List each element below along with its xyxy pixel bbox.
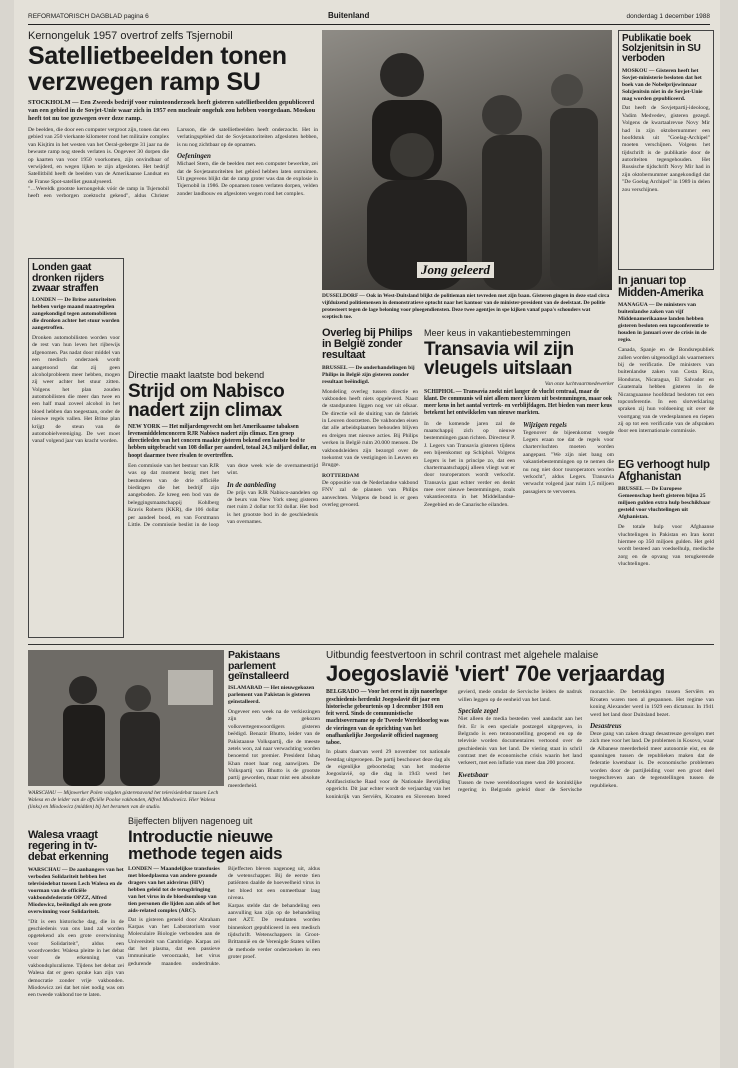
article-headline: Strijd om Nabisco nadert zijn climax [128, 381, 285, 422]
article-headline: Overleg bij Philips in België zonder resultaat [322, 328, 413, 362]
article-londen-dronken [28, 258, 124, 638]
article-body: "Dit is een historische dag, die in de geschiedenis van ons land zal worden opgetekend als een grote overwinning voor Solidariteit", aldus een woordvoerder. Walesa pleitte in het debat voor de erkenning van vakbondspluralisme. Tijdens het debat zei Walesa dat er geen sprake kan zijn van democratie zonder vrije vakbonden. Miodowicz zei dat het niet nodig was om een tweede vakbond toe te laten. [28, 918, 124, 999]
article-philips [322, 328, 418, 638]
article-lead: LONDEN — De Britse autoriteiten hebben vorige maand maatregelen aangekondigd tegen automobilisten die dronken achter het stuur worden aangetroffen. [32, 297, 120, 332]
article-lead: SCHIPHOL — Transavia zoekt niet langer de vlucht centraal, maar de klant. De communis wil niet alleen meer kiezen uit bestemmingen, maar ook meer keus in het aantal vertrek- en verblijfdagen. Het bieden van meer keus betekent het ontwikkelen van nieuwe markten. [424, 388, 613, 417]
article-headline: Pakistaans parlement geïnstalleerd [228, 650, 289, 683]
article-lead: LONDEN — Maandelijkse transfusies met bloedplasma van andere gezonde dragers van het aidsvirus (HIV) hebben geleid tot de terugdringing van het virus in de bloedsomloop van tien personen die lijden aan aids of het aids-related complex (ARC). [128, 865, 220, 914]
article-subhead: Speciale zegel [458, 707, 499, 716]
article-subhead: In de aanbieding [227, 480, 277, 489]
article-body: Dronken automobilisten worden voor de rest van hun leven het rijbewijs afgenomen. Pas nadat door middel van een medisch onderzoek wordt aangetoond dat zij geen alcoholprobleem meer hebben, mogen zij weer achter het stuur zitten. Volgens het plan zouden automobilisten die meer dan twee en een half maal zoveel alcohol in het bloed hebben dan toegestaan, onder de nieuwe regels vallen. Het Britse plan krijgt de steun van de automobielvereniging. De wet moet vanaf volgend jaar van kracht worden. [32, 335, 120, 445]
article-body: In plaats daarvan werd 29 november tot nationale feestdag uitgeroepen. De partij beschouwt deze dag als de eigenlijke geboortedag van het moderne Joegoslavië, op die dag in 1943 werd het Antifascistische Raad voor de Nationale Bevrijding opgericht. Dit jaar echter wordt de verjaardag van het koninkrijk van Serviërs, Kroaten en Slovenen breed gevierd, mede omdat de Servische leiders de nadruk willen leggen op de eenheid van het land. [326, 689, 582, 800]
article-headline: Satellietbeelden tonen verzwegen ramp SU [28, 42, 287, 96]
photo-illustration [322, 30, 612, 290]
article-body: Canada, Spanje en de Bondsrepubliek zullen worden uitgenodigd als waarnemers bij de verificatie. De ministers van buitenlandse zaken van Costa Rica, Honduras, Nicaragua, El Salvador en Guatemala hebben gisteren in de Nicaraguaanse hoofdstad besloten tot een topconferentie. In een slotverklaring spraken zij hun voldoening uit over de voortgang van de vredesplannen en riepen zij op tot een verificatie van de afspraken door een internationale commissie. [618, 347, 714, 435]
masthead [28, 10, 710, 25]
article-body: Karpas stelde dat de behandeling een aanvulling kan zijn op de behandeling met AZT. De resultaten worden binnenkort gepubliceerd in een medisch tijdschrift. Wetenschappers in Groot-Brittannië en de Verenigde Staten willen de methode verder onderzoeken in een groter proef. [228, 902, 320, 961]
article-lead: MOSKOU — Gisteren heeft het Sovjet-ministerie besloten dat het boek van de Nobelprijswinnaar Solzjenitsin niet in de Sovjet-Unie mag worden gepubliceerd. [622, 67, 703, 102]
photo-caption: WARSCHAU — Mijnwerker Polen volgden gisterenavond het televisiedebat tussen Lech Walesa en de leider van de officiële Poolse vakbonden, Alfred Miodowicz. Hier Walesa (links) en Miodowicz (midden) bij het beramen van de studio. [28, 790, 219, 810]
article-lead: NEW YORK — Het miljardengevecht om het Amerikaanse tabaksen levensmiddelenconcern RJR Nabisco nadert zijn climax. Een groep directieleden van het concern maakte gisteren bekend een laatste bod te hebben uitgebracht van 108 dollar per aandeel, totaal 24,3 miljard dollar, en hoopt daarmee twee rivalen te overtreffen. [128, 423, 317, 459]
article-body: Michael Stern, die de beelden met een computer bewerkte, zei dat de Sovjetautoriteiten het gebied hebben laten ontruimen. Uit gegevens blijkt dat de ramp groter was dan de explosie in Tsjernobil in 1986. De opnamen tonen verlaten dorpen, velden zonder landbouw en afgesloten wegen rond het complex. [177, 161, 318, 197]
photo-illustration [28, 650, 224, 786]
article-kicker: Directie maakt laatste bod bekend [128, 370, 265, 380]
section-title: Buitenland [328, 11, 370, 20]
article-lead: BRUSSEL — De Europese Gemeenschap heeft gisteren bijna 25 miljoen gulden extra hulp beschikbaar gesteld voor vluchtelingen uit Afghanistan. [618, 486, 711, 521]
article-body: Tegenover de bijeenkomst voegde Legers eraan toe dat de regels voor chartervluchten moeten worden aangepast. "We zijn niet bang om vakantiebestemmingen op te nemen die nu nog niet door touroperators worden verkocht", aldus Legers. Transavia verwacht volgend jaar ruim 1,5 miljoen passagiers te vervoeren. [523, 429, 614, 495]
article-lead: WARSCHAU — De aanhangers van het verboden Solidariteit hebben het televisiedebat tussen Lech Walesa en de voorman van de officiële vakbondsfederatie OPZZ, Alfred Miodowicz, beëindigd als een grote overwinning voor Solidariteit. [28, 866, 124, 915]
article-lead: BRUSSEL — De onderhandelingen bij Philips in België zijn gisteren zonder resultaat beëindigd. [322, 364, 415, 385]
article-body: Mondeling overleg tussen directie en vakbonden heeft niets opgeleverd. Naast de standpunten liggen nog ver uit elkaar. De directie wil de sluiting van de fabriek in Leuven doorzetten. De vakbonden eisen dat alle arbeidsplaatsen behouden blijven en dreigen met nieuwe acties. Bij Philips werken in België ruim 20.000 mensen. De vakbondsleiders zijn bezorgd over de toekomst van de vestigingen in Leuven en Brugge. [322, 388, 418, 469]
article-body: De oppositie van de Nederlandse vakbond FNV zal de plannen van Philips aanvechten. Volgens de bond is er geen overleg gevoerd. [322, 480, 418, 509]
byline: Van onze luchtvaartmedewerker [544, 380, 614, 387]
article-body: De beelden, die door een computer vergroot zijn, tonen dat een gebied van 250 vierkante kilometer rond het militaire complex van Kisjtim in het westen van het Oeral-gebergte 31 jaar na de bewuste ramp nog steeds verlaten is. Ongeveer 30 dorpen die op kaarten van voor 1950 voorkomen, zijn onvindbaar of verwijderd, en wegen lijken te zijn afgesloten. Het bedrijf Satellitbild heeft de beelden van de Amerikaanse Landsat en de Franse Spot-satelliet geanalyseerd. [28, 127, 169, 185]
article-kicker: Meer keus in vakantiebestemmingen [424, 328, 571, 338]
article-headline: Walesa vraagt regering in tv-debat erkenning [28, 830, 109, 864]
article-solzjenitsin [618, 30, 714, 270]
photo-title: Jong geleerd [417, 262, 494, 278]
article-subhead: Kwetsbaar [458, 770, 489, 779]
article-headline: In januari top Midden-Amerika [618, 276, 704, 299]
article-kicker: Bijeffecten blijven nagenoeg uit [128, 816, 253, 826]
article-body: De prijs van RJR Nabisco-aandelen op de beurs van New York steeg gisteren met ruim 2 dollar tot 93 dollar. Het bod is het grootste bod in de geschiedenis van overnames. [227, 489, 318, 526]
article-eg-afghanistan [618, 460, 714, 640]
section-divider [28, 644, 714, 645]
article-satellite [28, 30, 318, 250]
article-body: Ongeveer een week na de verkiezingen zijn de gekozen volksvertegenwoordigers gisteren beëdigd. Benazir Bhutto, leider van de Pakistaanse Volkspartij, die de meeste zetels won, zal naar verwachting worden benoemd tot premier. President Ishaq Khan moet haar nog aanwijzen. De Volkspartij van Bhutto is de grootste partij geworden, maar mist een absolute meerderheid. [228, 709, 320, 789]
dateline: ROTTERDAM [322, 472, 359, 479]
article-nabisco [128, 370, 318, 640]
article-subhead: Oefeningen [177, 152, 211, 161]
article-aids [128, 816, 320, 1060]
article-lead: MANAGUA — De ministers van buitenlandse zaken van vijf Middenamerikaanse landen hebben gisteren besloten een topconferentie te houden in januari over de crisis in de regio. [618, 302, 709, 344]
article-midden-amerika [618, 276, 714, 456]
article-kicker: Kernongeluk 1957 overtrof zelfs Tsjernobil [28, 30, 233, 42]
article-headline: EG verhoogt hulp Afghanistan [618, 460, 710, 483]
article-subhead: Wijzigen regels [523, 420, 567, 429]
article-headline: Introductie nieuwe methode tegen aids [128, 827, 283, 864]
article-body: Niet alleen de media besteden veel aandacht aan het feit. Er is een speciale postzegel uitgegeven, in Belgrado is een tentoonstelling geopend en op de televisie worden documentaires vertoond over de geschiedenis van het land. De viering staat in schril contrast met de economische crisis waarin het land verkeert, met een inflatie van meer dan 200 procent. [458, 716, 582, 767]
police-parade-photo [322, 30, 612, 290]
issue-date: donderdag 1 december 1988 [626, 13, 710, 20]
article-lead: BELGRADO — Voor het eerst in zijn naoorlogse geschiedenis herdenkt Joegoslavië dit jaar een historische gebeurtenis op 1 december 1918 een feit werd. Sinds de communistische machtsovername op de Tweede Wereldoorlog was de vieringen van de oprichting van het onafhankelijke Joegoslavië officieel nagenoeg taboe. [326, 689, 449, 747]
article-subhead: Desastreus [590, 721, 622, 730]
article-headline: Londen gaat dronken rijders zwaar straffen [32, 261, 104, 295]
article-walesa [28, 830, 124, 1060]
article-body: De totale hulp voor Afghaanse vluchtelingen in Pakistan en Iran komt hiermee op 350 miljoen gulden. Het geld wordt besteed aan voedselhulp, medische zorg en de opvang van terugkerende vluchtelingen. [618, 524, 714, 568]
article-body: Tussen de twee wereldoorlogen werd de koninklijke regering in Belgrado geleid door de Servische monarchie. De betrekkingen tussen Serviërs en Kroaten waren toen al gespannen. Het regime van koning Alexander werd in 1929 een dictatuur. In 1941 werd het land door Duitsland bezet. [458, 689, 714, 794]
article-pakistan [228, 650, 320, 810]
article-kicker: Uitbundig feestvertoon in schril contrast met algehele malaise [326, 650, 599, 661]
article-lead: STOCKHOLM — Een Zweeds bedrijf voor ruimteonderzoek heeft gisteren satellietbeelden gepubliceerd van een gebied in de Sovjet-Unie waar zich in 1957 een nucleair ongeluk zou hebben voorgedaan. Moskou heeft tot nu toe gezwegen over deze ramp. [28, 99, 316, 122]
article-headline: Transavia wil zijn vleugels uitslaan [424, 339, 574, 380]
article-body: Dat is gisteren gemeld door Abraham Karpas van het Laboratorium voor Moleculaire Biologie verbonden aan de Universiteit van Cambridge. Karpas zei dat het plasma, dat een passieve immunisatie veroorzaakt, het virus gedurende maanden onderdrukte. Bijeffecten bleven nagenoeg uit, aldus de wetenschapper. Bij de eerste tien patiënten daalde de hoeveelheid virus in het bloed tot een onmeetbaar laag niveau. [128, 865, 320, 967]
article-body: Dat heeft de Sovjetpartij-ideoloog, Vadim Medvedev, gisteren gezegd. Volgens de kwartaalrevue Novy Mir had in zijn oktobernummer een hoofdstuk uit "Goelag-Archipel" moeten verschijnen. Volgens het tijdschrift is de publikatie door de autoriteiten tegengehouden. Het Russische tijdschrift Novy Mir had in zijn oktobernummer aangekondigd dat "De Goelag Archipel" in 1989 in delen zou verschijnen. [622, 105, 710, 193]
paper-name: REFORMATORISCH DAGBLAD pagina 6 [28, 13, 149, 20]
article-headline: Joegoslavië 'viert' 70e verjaardag [326, 661, 666, 686]
article-body: Een commissie van het bestuur van RJR was op dat moment bezig met het bestuderen van de drie officiële biedingen die het bedrijf zijn aangeboden. Ze kreeg een bod van de beleggingsmaatschappij Kohlberg Kravis Roberts (KKR), die 106 dollar per aandeel bood, en van Forstmann Little. De commissie beslist in de loop van deze week wie de overnamestrijd wint. [128, 462, 318, 528]
article-body: In de komende jaren zal de maatschappij zich op nieuwe bestemmingen gaan richten. Directeur P. J. Legers van Transavia gisteren tijdens een bijeenkomst op Schiphol. Volgens Legers is het in principe zo, dat een chartermaatschappij alleen vliegt wat er door touroperators wordt verkocht. Transavia gaat echter verder en denkt mee over nieuwe bestemmingen, zoals vakantiecentra in het Middellandse-Zeegebied en de Canarische eilanden. [424, 420, 515, 508]
article-transavia [424, 328, 614, 638]
photo-caption: DÜSSELDORF — Ook in West-Duitsland blijkt de politieman niet tevreden met zijn baan. Gisteren gingen in deze stad circa vijfduizend politiemensen in demonstratieve optocht naar het kantoor van de minister-president van de deelstaat. De politie protesteert tegen de lage beloning voor ploegendiensten. Deze twee agentjes in spe kijken vanaf papa's schouders wat sceptisch toe. [322, 293, 610, 320]
article-body: "…Wereldk grootste kernongeluk vóór de ramp in Tsjernobil heeft een verborgen zoektocht gekend", aldus Christer Larsson, die de satellietbeelden heeft onderzocht. Het in verlatingsgebied dat de Sovjetautoriteiten afgesloten hebben, is nu nog zichtbaar op de opnamen. [28, 127, 318, 200]
article-joegoslavie [326, 650, 714, 1060]
newspaper-page [14, 0, 720, 1068]
walesa-debate-photo [28, 650, 224, 786]
article-headline: Publikatie boek Solzjenitsin in SU verboden [622, 33, 701, 65]
article-body: Deze gang van zaken draagt desastreuze gevolgen met zich mee voor het land. De problemen in Kosovo, waar de Albanese meerderheid meer autonomie eist, en de spanningen tussen de republieken maken dat de federatie kwetsbaar is. De economische problemen worden door de partijleiding voor een groot deel toegeschreven aan de tegenstellingen tussen de republieken. [590, 730, 714, 789]
article-lead: ISLAMABAD — Het nieuwgekozen parlement van Pakistan is gisteren geïnstalleerd. [228, 685, 315, 706]
